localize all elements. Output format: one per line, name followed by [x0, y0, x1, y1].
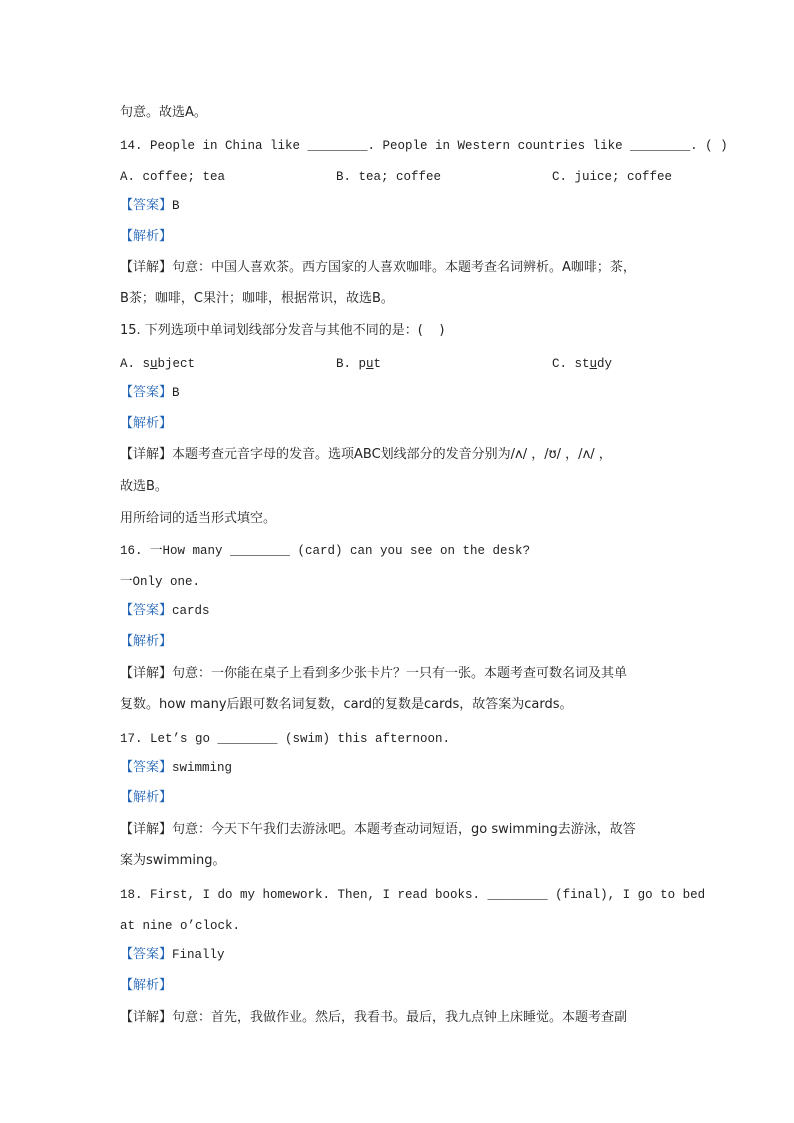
- detail-tag: 【详解】: [120, 1010, 173, 1025]
- answer-line: [120, 759, 232, 777]
- analysis-tag: 【解析】: [120, 634, 173, 649]
- detail-line: [120, 446, 612, 464]
- detail-line: [120, 665, 627, 683]
- answer-line: [120, 602, 210, 620]
- answer-value: Finally: [172, 948, 225, 962]
- text-line: 句意。故选A。: [120, 105, 207, 120]
- detail-line: [120, 259, 636, 277]
- answer-line: [120, 384, 180, 402]
- analysis-tag: 【解析】: [120, 229, 173, 244]
- answer-value: swimming: [172, 761, 233, 775]
- section-heading: 用所给词的适当形式填空。: [120, 511, 277, 526]
- answer-value: B: [172, 386, 180, 400]
- detail-tag: 【详解】: [120, 666, 173, 681]
- answer-line: [120, 946, 225, 964]
- question-16-reply: 一Only one.: [120, 575, 201, 589]
- detail-tag: 【详解】: [120, 822, 173, 837]
- answer-value: cards: [172, 604, 210, 618]
- detail-text: 句意：首先，我做作业。然后，我看书。最后，我九点钟上床睡觉。本题考查副: [172, 1010, 628, 1025]
- answer-tag: 【答案】: [120, 947, 173, 962]
- question-16: 16. 一How many ________ (card) can you see on the desk?: [120, 544, 531, 558]
- q14-option-c: C. juice; coffee: [552, 170, 673, 184]
- answer-tag: 【答案】: [120, 198, 173, 213]
- analysis-tag: 【解析】: [120, 790, 173, 805]
- answer-tag: 【答案】: [120, 385, 173, 400]
- detail-text: 本题考查元音字母的发音。选项ABC划线部分的发音分别为/ʌ/ ，/ʊ/ ，/ʌ/ ，: [172, 447, 612, 462]
- detail-line: [120, 821, 636, 839]
- detail-line: 复数。how many后跟可数名词复数，card的复数是cards，故答案为cards。: [120, 697, 573, 712]
- question-14: 14. People in China like ________. People in Western countries like ________. ( ): [120, 139, 728, 153]
- q14-option-a: A. coffee; tea: [120, 170, 226, 184]
- detail-tag: 【详解】: [120, 260, 173, 275]
- q15-option-b: B. put: [336, 357, 382, 371]
- answer-line: [120, 197, 180, 215]
- question-15: 15. 下列选项中单词划线部分发音与其他不同的是：( ): [120, 323, 445, 338]
- question-17: 17. Let’s go ________ (swim) this afternoon.: [120, 732, 451, 746]
- q15-option-a: A. subject: [120, 357, 196, 371]
- q14-option-b: B. tea; coffee: [336, 170, 442, 184]
- answer-tag: 【答案】: [120, 760, 173, 775]
- detail-text: 句意：中国人喜欢茶。西方国家的人喜欢咖啡。本题考查名词辨析。A咖啡；茶，: [172, 260, 636, 275]
- detail-line: B茶；咖啡，C果汁；咖啡，根据常识，故选B。: [120, 291, 394, 306]
- detail-text: 句意：今天下午我们去游泳吧。本题考查动词短语，go swimming去游泳，故答: [172, 822, 636, 837]
- detail-line: [120, 1009, 627, 1027]
- answer-value: B: [172, 199, 180, 213]
- question-18-cont: at nine o’clock.: [120, 919, 241, 933]
- detail-line: 案为swimming。: [120, 853, 226, 868]
- detail-text: 句意：一你能在桌子上看到多少张卡片？一只有一张。本题考查可数名词及其单: [172, 666, 628, 681]
- analysis-tag: 【解析】: [120, 416, 173, 431]
- answer-tag: 【答案】: [120, 603, 173, 618]
- detail-line: 故选B。: [120, 479, 168, 494]
- q15-option-c: C. study: [552, 357, 613, 371]
- detail-tag: 【详解】: [120, 447, 173, 462]
- analysis-tag: 【解析】: [120, 978, 173, 993]
- question-18: 18. First, I do my homework. Then, I read books. ________ (final), I go to bed: [120, 888, 706, 902]
